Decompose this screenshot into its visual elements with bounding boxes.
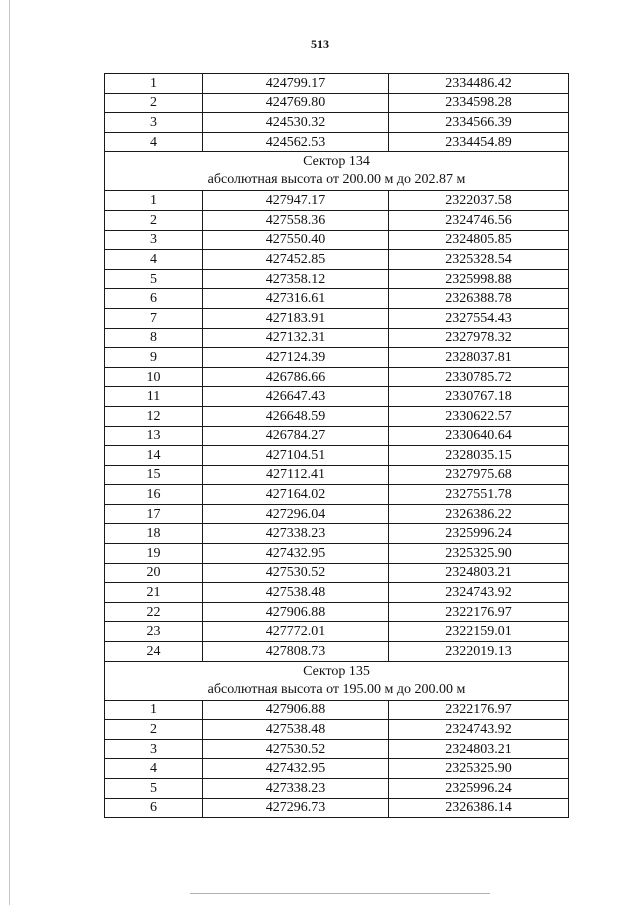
- table-row: [105, 250, 569, 270]
- coordinates-table-body: [105, 74, 569, 818]
- table-row: [105, 328, 569, 348]
- point-number-cell: 1: [105, 700, 203, 720]
- x-coordinate-cell: 427538.48: [203, 583, 389, 603]
- point-number-cell: 18: [105, 524, 203, 544]
- point-number-cell: 8: [105, 328, 203, 348]
- x-coordinate-cell: 427112.41: [203, 465, 389, 485]
- table-row: [105, 465, 569, 485]
- x-coordinate-cell: 424769.80: [203, 93, 389, 113]
- y-coordinate-cell: 2327554.43: [389, 308, 569, 328]
- x-coordinate-cell: 424799.17: [203, 74, 389, 94]
- table-row: [105, 426, 569, 446]
- table-row: [105, 504, 569, 524]
- point-number-cell: 15: [105, 465, 203, 485]
- x-coordinate-cell: 426647.43: [203, 387, 389, 407]
- point-number-cell: 2: [105, 93, 203, 113]
- point-number-cell: 10: [105, 367, 203, 387]
- table-row: [105, 113, 569, 133]
- x-coordinate-cell: 427164.02: [203, 485, 389, 505]
- y-coordinate-cell: 2322176.97: [389, 602, 569, 622]
- x-coordinate-cell: 427183.91: [203, 308, 389, 328]
- y-coordinate-cell: 2322159.01: [389, 622, 569, 642]
- x-coordinate-cell: 426648.59: [203, 406, 389, 426]
- y-coordinate-cell: 2330785.72: [389, 367, 569, 387]
- table-row: [105, 524, 569, 544]
- x-coordinate-cell: 427296.04: [203, 504, 389, 524]
- x-coordinate-cell: 427124.39: [203, 348, 389, 368]
- x-coordinate-cell: 427906.88: [203, 700, 389, 720]
- sector-header-row: [105, 661, 569, 700]
- table-row: [105, 191, 569, 211]
- table-row: [105, 583, 569, 603]
- table-row: [105, 485, 569, 505]
- table-row: [105, 720, 569, 740]
- point-number-cell: 20: [105, 563, 203, 583]
- y-coordinate-cell: 2324803.21: [389, 739, 569, 759]
- point-number-cell: 9: [105, 348, 203, 368]
- y-coordinate-cell: 2322037.58: [389, 191, 569, 211]
- point-number-cell: 2: [105, 720, 203, 740]
- x-coordinate-cell: 427338.23: [203, 524, 389, 544]
- point-number-cell: 23: [105, 622, 203, 642]
- table-row: [105, 74, 569, 94]
- point-number-cell: 17: [105, 504, 203, 524]
- y-coordinate-cell: 2326386.22: [389, 504, 569, 524]
- sector-title: Сектор 134: [303, 154, 370, 170]
- point-number-cell: 5: [105, 779, 203, 799]
- y-coordinate-cell: 2324743.92: [389, 720, 569, 740]
- point-number-cell: 7: [105, 308, 203, 328]
- y-coordinate-cell: 2330767.18: [389, 387, 569, 407]
- point-number-cell: 21: [105, 583, 203, 603]
- x-coordinate-cell: 424530.32: [203, 113, 389, 133]
- y-coordinate-cell: 2325998.88: [389, 269, 569, 289]
- y-coordinate-cell: 2325328.54: [389, 250, 569, 270]
- table-row: [105, 348, 569, 368]
- x-coordinate-cell: 427530.52: [203, 563, 389, 583]
- point-number-cell: 6: [105, 289, 203, 309]
- table-row: [105, 563, 569, 583]
- y-coordinate-cell: 2325325.90: [389, 544, 569, 564]
- y-coordinate-cell: 2324743.92: [389, 583, 569, 603]
- y-coordinate-cell: 2325996.24: [389, 779, 569, 799]
- sector-header-row: [105, 152, 569, 191]
- sector-title: Сектор 135: [303, 663, 370, 679]
- x-coordinate-cell: 427452.85: [203, 250, 389, 270]
- point-number-cell: 13: [105, 426, 203, 446]
- y-coordinate-cell: 2322019.13: [389, 642, 569, 662]
- x-coordinate-cell: 427530.52: [203, 739, 389, 759]
- x-coordinate-cell: 427132.31: [203, 328, 389, 348]
- x-coordinate-cell: 427906.88: [203, 602, 389, 622]
- y-coordinate-cell: 2327551.78: [389, 485, 569, 505]
- coordinates-table: [104, 73, 569, 818]
- table-row: [105, 289, 569, 309]
- point-number-cell: 4: [105, 132, 203, 152]
- page-bottom-edge: [190, 893, 490, 894]
- point-number-cell: 2: [105, 210, 203, 230]
- table-row: [105, 544, 569, 564]
- point-number-cell: 1: [105, 74, 203, 94]
- table-row: [105, 759, 569, 779]
- y-coordinate-cell: 2330640.64: [389, 426, 569, 446]
- x-coordinate-cell: 427558.36: [203, 210, 389, 230]
- x-coordinate-cell: 427104.51: [203, 446, 389, 466]
- table-row: [105, 93, 569, 113]
- x-coordinate-cell: 424562.53: [203, 132, 389, 152]
- point-number-cell: 5: [105, 269, 203, 289]
- table-row: [105, 700, 569, 720]
- x-coordinate-cell: 427296.73: [203, 798, 389, 818]
- point-number-cell: 4: [105, 759, 203, 779]
- table-row: [105, 367, 569, 387]
- table-row: [105, 602, 569, 622]
- y-coordinate-cell: 2325325.90: [389, 759, 569, 779]
- sector-header-cell: [105, 661, 569, 700]
- y-coordinate-cell: 2327978.32: [389, 328, 569, 348]
- y-coordinate-cell: 2334486.42: [389, 74, 569, 94]
- table-row: [105, 446, 569, 466]
- y-coordinate-cell: 2327975.68: [389, 465, 569, 485]
- page-left-edge: [9, 0, 10, 905]
- y-coordinate-cell: 2334566.39: [389, 113, 569, 133]
- table-row: [105, 210, 569, 230]
- y-coordinate-cell: 2324746.56: [389, 210, 569, 230]
- x-coordinate-cell: 427358.12: [203, 269, 389, 289]
- point-number-cell: 6: [105, 798, 203, 818]
- x-coordinate-cell: 427338.23: [203, 779, 389, 799]
- table-row: [105, 406, 569, 426]
- x-coordinate-cell: 427808.73: [203, 642, 389, 662]
- x-coordinate-cell: 427538.48: [203, 720, 389, 740]
- x-coordinate-cell: 427432.95: [203, 544, 389, 564]
- y-coordinate-cell: 2330622.57: [389, 406, 569, 426]
- y-coordinate-cell: 2334454.89: [389, 132, 569, 152]
- table-row: [105, 798, 569, 818]
- point-number-cell: 14: [105, 446, 203, 466]
- point-number-cell: 3: [105, 230, 203, 250]
- table-row: [105, 269, 569, 289]
- y-coordinate-cell: 2324803.21: [389, 563, 569, 583]
- x-coordinate-cell: 426786.66: [203, 367, 389, 387]
- point-number-cell: 19: [105, 544, 203, 564]
- point-number-cell: 3: [105, 739, 203, 759]
- point-number-cell: 4: [105, 250, 203, 270]
- point-number-cell: 22: [105, 602, 203, 622]
- y-coordinate-cell: 2325996.24: [389, 524, 569, 544]
- x-coordinate-cell: 427772.01: [203, 622, 389, 642]
- point-number-cell: 11: [105, 387, 203, 407]
- x-coordinate-cell: 427550.40: [203, 230, 389, 250]
- y-coordinate-cell: 2328035.15: [389, 446, 569, 466]
- page-number: 513: [311, 37, 329, 51]
- point-number-cell: 24: [105, 642, 203, 662]
- table-row: [105, 230, 569, 250]
- x-coordinate-cell: 427432.95: [203, 759, 389, 779]
- table-row: [105, 622, 569, 642]
- x-coordinate-cell: 426784.27: [203, 426, 389, 446]
- y-coordinate-cell: 2334598.28: [389, 93, 569, 113]
- sector-header-cell: [105, 152, 569, 191]
- point-number-cell: 1: [105, 191, 203, 211]
- y-coordinate-cell: 2326386.14: [389, 798, 569, 818]
- table-row: [105, 779, 569, 799]
- y-coordinate-cell: 2328037.81: [389, 348, 569, 368]
- point-number-cell: 16: [105, 485, 203, 505]
- table-row: [105, 642, 569, 662]
- table-row: [105, 132, 569, 152]
- table-row: [105, 739, 569, 759]
- x-coordinate-cell: 427947.17: [203, 191, 389, 211]
- y-coordinate-cell: 2324805.85: [389, 230, 569, 250]
- table-row: [105, 387, 569, 407]
- y-coordinate-cell: 2322176.97: [389, 700, 569, 720]
- point-number-cell: 3: [105, 113, 203, 133]
- sector-altitude: абсолютная высота от 200.00 м до 202.87 м: [207, 172, 466, 188]
- sector-altitude: абсолютная высота от 195.00 м до 200.00 м: [207, 681, 466, 697]
- table-row: [105, 308, 569, 328]
- x-coordinate-cell: 427316.61: [203, 289, 389, 309]
- point-number-cell: 12: [105, 406, 203, 426]
- y-coordinate-cell: 2326388.78: [389, 289, 569, 309]
